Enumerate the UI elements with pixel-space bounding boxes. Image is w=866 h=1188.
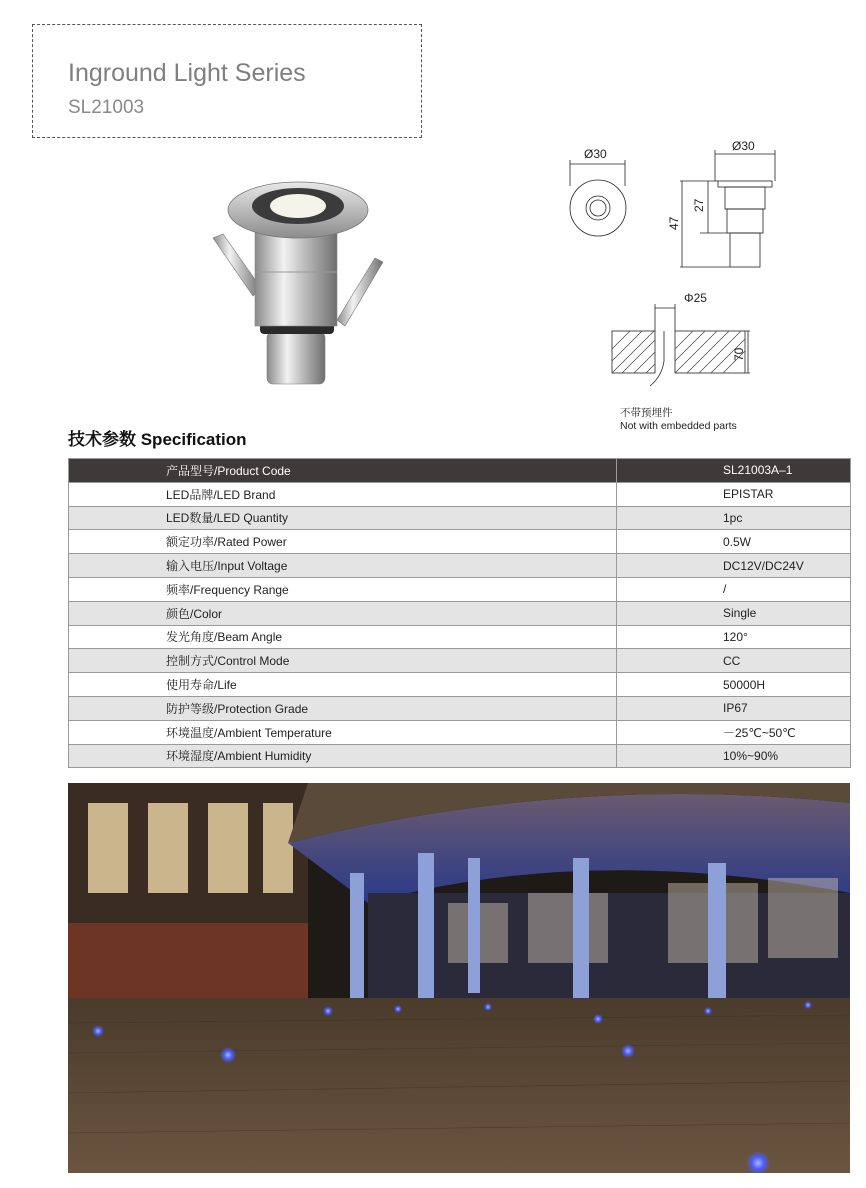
spec-label: 防护等级/Protection Grade	[69, 696, 617, 720]
table-row	[69, 744, 851, 768]
spec-label: 控制方式/Control Mode	[69, 649, 617, 673]
spec-label: 产品型号/Product Code	[69, 459, 617, 483]
spec-label: LED品牌/LED Brand	[69, 482, 617, 506]
application-photo	[68, 783, 850, 1173]
table-row	[69, 649, 851, 673]
model-number: SL21003	[68, 97, 145, 118]
table-row	[69, 459, 851, 483]
spec-value: SL21003A–1	[617, 459, 851, 483]
table-row	[69, 720, 851, 744]
spec-value: 1pc	[617, 506, 851, 530]
dim-hole-depth: 70	[732, 347, 746, 361]
spec-label: LED数量/LED Quantity	[69, 506, 617, 530]
table-row	[69, 601, 851, 625]
dim-total-height: 47	[667, 216, 681, 230]
spec-label: 发光角度/Beam Angle	[69, 625, 617, 649]
table-row	[69, 696, 851, 720]
spec-label: 环境温度/Ambient Temperature	[69, 720, 617, 744]
spec-label: 环境湿度/Ambient Humidity	[69, 744, 617, 768]
table-row	[69, 625, 851, 649]
spec-value: IP67	[617, 696, 851, 720]
spec-value: EPISTAR	[617, 482, 851, 506]
table-row	[69, 554, 851, 578]
spec-label: 输入电压/Input Voltage	[69, 554, 617, 578]
spec-value: Single	[617, 601, 851, 625]
table-row	[69, 673, 851, 697]
technical-drawing	[560, 136, 800, 416]
drawing-note-cn: 不带预埋件	[620, 407, 673, 419]
spec-value: /	[617, 577, 851, 601]
spec-value: DC12V/DC24V	[617, 554, 851, 578]
product-image	[205, 176, 395, 396]
spec-value: 120°	[617, 625, 851, 649]
dim-side-diameter: Ø30	[732, 139, 755, 153]
series-title: Inground Light Series	[68, 59, 306, 87]
dim-body-height: 27	[692, 198, 706, 212]
dim-hole-diameter: Φ25	[684, 291, 707, 305]
spec-value: 50000H	[617, 673, 851, 697]
drawing-note	[620, 407, 737, 433]
dim-top-diameter: Ø30	[584, 147, 607, 161]
spec-heading: 技术参数 Specification	[68, 430, 247, 449]
drawing-note-en: Not with embedded parts	[620, 420, 737, 432]
spec-value: 0.5W	[617, 530, 851, 554]
spec-value: CC	[617, 649, 851, 673]
table-row	[69, 482, 851, 506]
spec-value: －25℃~50℃	[617, 720, 851, 744]
table-row	[69, 530, 851, 554]
spec-value: 10%~90%	[617, 744, 851, 768]
table-row	[69, 506, 851, 530]
spec-table	[68, 458, 851, 768]
spec-label: 颜色/Color	[69, 601, 617, 625]
spec-label: 频率/Frequency Range	[69, 577, 617, 601]
table-row	[69, 577, 851, 601]
spec-label: 额定功率/Rated Power	[69, 530, 617, 554]
title-box	[32, 24, 422, 138]
spec-label: 使用寿命/Life	[69, 673, 617, 697]
